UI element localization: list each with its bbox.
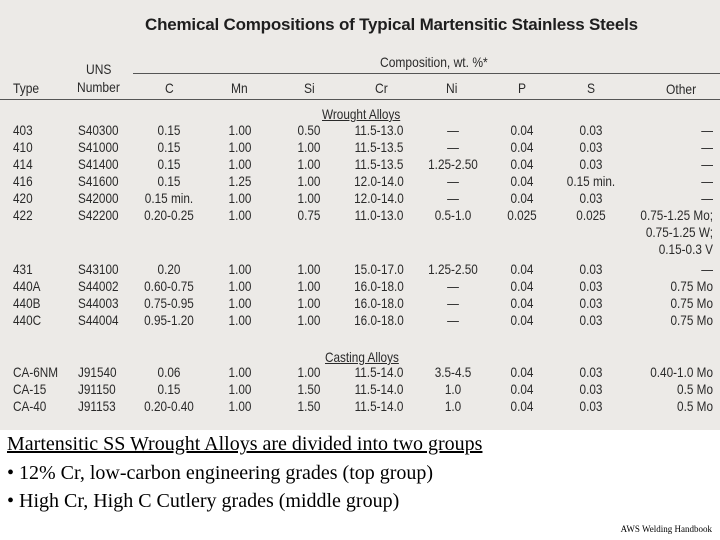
- cell-si: 0.75: [297, 207, 321, 223]
- cell-c: 0.15: [157, 381, 181, 397]
- cell-s: 0.03: [579, 156, 603, 172]
- cell-other: —: [701, 139, 713, 155]
- cell-uns: S42200: [78, 207, 119, 223]
- cell-cr: 12.0-14.0: [354, 173, 404, 189]
- cell-mn: 1.00: [228, 398, 252, 414]
- caption-bullet-engineering: • 12% Cr, low-carbon engineering grades (top group): [7, 462, 434, 484]
- cell-mn: 1.00: [228, 190, 252, 206]
- group-label-casting: Casting Alloys: [325, 349, 399, 365]
- cell-other: —: [701, 190, 713, 206]
- cell-si: 1.50: [297, 381, 321, 397]
- cell-p: 0.04: [510, 312, 534, 328]
- cell-cr: 11.5-13.5: [354, 139, 404, 155]
- cell-mn: 1.00: [228, 122, 252, 138]
- cell-s: 0.03: [579, 364, 603, 380]
- cell-p: 0.04: [510, 122, 534, 138]
- cell-type: CA-6NM: [13, 364, 59, 380]
- cell-mn: 1.00: [228, 312, 252, 328]
- cell-ni: 1.25-2.50: [428, 261, 478, 277]
- col-uns-line2: Number: [77, 79, 120, 95]
- cell-type: 410: [13, 139, 33, 155]
- cell-c: 0.20-0.25: [144, 207, 194, 223]
- cell-mn: 1.00: [228, 207, 252, 223]
- cell-si: 1.00: [297, 261, 321, 277]
- cell-p: 0.04: [510, 173, 534, 189]
- cell-ni: 1.0: [444, 381, 462, 397]
- cell-type: 440C: [13, 312, 42, 328]
- cell-p: 0.04: [510, 295, 534, 311]
- cell-mn: 1.00: [228, 381, 252, 397]
- cell-c: 0.15: [157, 173, 181, 189]
- cell-uns: S43100: [78, 261, 119, 277]
- cell-cr: 15.0-17.0: [354, 261, 404, 277]
- cell-cr: 11.5-14.0: [354, 381, 404, 397]
- header-rule: [0, 99, 720, 100]
- cell-other: 0.15-0.3 V: [658, 241, 713, 257]
- source-credit: AWS Welding Handbook: [620, 524, 712, 534]
- cell-p: 0.04: [510, 398, 534, 414]
- cell-cr: 12.0-14.0: [354, 190, 404, 206]
- cell-s: 0.03: [579, 261, 603, 277]
- cell-s: 0.03: [579, 381, 603, 397]
- col-cr: Cr: [375, 80, 388, 96]
- cell-ni: 3.5-4.5: [434, 364, 472, 380]
- cell-uns: J91153: [78, 398, 116, 414]
- cell-c: 0.15: [157, 122, 181, 138]
- cell-uns: S40300: [78, 122, 119, 138]
- cell-other: 0.75 Mo: [670, 278, 713, 294]
- cell-ni: —: [447, 278, 459, 294]
- cell-si: 1.00: [297, 139, 321, 155]
- cell-uns: S41600: [78, 173, 119, 189]
- cell-uns: S44002: [78, 278, 119, 294]
- col-p: P: [518, 80, 527, 96]
- cell-ni: 0.5-1.0: [434, 207, 472, 223]
- cell-cr: 11.5-13.0: [354, 122, 404, 138]
- cell-other: —: [701, 156, 713, 172]
- cell-uns: S41400: [78, 156, 119, 172]
- cell-cr: 11.5-13.5: [354, 156, 404, 172]
- cell-other: —: [701, 173, 713, 189]
- cell-cr: 11.5-14.0: [354, 398, 404, 414]
- col-type: Type: [13, 80, 40, 96]
- caption-bullet-cutlery: • High Cr, High C Cutlery grades (middle group): [7, 490, 400, 512]
- cell-cr: 16.0-18.0: [354, 278, 404, 294]
- cell-p: 0.04: [510, 190, 534, 206]
- cell-si: 1.00: [297, 278, 321, 294]
- cell-s: 0.03: [579, 312, 603, 328]
- cell-other: 0.75-1.25 Mo;: [640, 207, 713, 223]
- cell-p: 0.04: [510, 156, 534, 172]
- cell-c: 0.20-0.40: [144, 398, 194, 414]
- cell-type: 416: [13, 173, 33, 189]
- cell-mn: 1.00: [228, 278, 252, 294]
- cell-mn: 1.00: [228, 261, 252, 277]
- cell-p: 0.04: [510, 381, 534, 397]
- cell-ni: 1.0: [444, 398, 462, 414]
- cell-uns: S44004: [78, 312, 119, 328]
- cell-cr: 16.0-18.0: [354, 295, 404, 311]
- cell-ni: —: [447, 190, 459, 206]
- cell-s: 0.03: [579, 122, 603, 138]
- cell-si: 1.00: [297, 173, 321, 189]
- table-title: Chemical Compositions of Typical Martensitic Stainless Steels: [145, 15, 638, 34]
- cell-other: 0.5 Mo: [677, 398, 713, 414]
- cell-other: 0.5 Mo: [677, 381, 713, 397]
- cell-s: 0.03: [579, 139, 603, 155]
- cell-other: 0.40-1.0 Mo: [650, 364, 713, 380]
- cell-si: 1.00: [297, 190, 321, 206]
- cell-p: 0.04: [510, 278, 534, 294]
- cell-other: 0.75-1.25 W;: [645, 224, 713, 240]
- cell-p: 0.04: [510, 261, 534, 277]
- cell-s: 0.03: [579, 190, 603, 206]
- col-mn: Mn: [231, 80, 248, 96]
- cell-s: 0.03: [579, 278, 603, 294]
- cell-c: 0.75-0.95: [144, 295, 194, 311]
- cell-type: 422: [13, 207, 33, 223]
- col-other: Other: [666, 81, 697, 97]
- cell-ni: —: [447, 139, 459, 155]
- cell-c: 0.06: [157, 364, 181, 380]
- cell-type: CA-40: [13, 398, 47, 414]
- cell-cr: 11.0-13.0: [354, 207, 404, 223]
- col-c: C: [165, 80, 174, 96]
- cell-type: 414: [13, 156, 33, 172]
- cell-c: 0.15: [157, 139, 181, 155]
- cell-c: 0.15: [157, 156, 181, 172]
- col-s: S: [587, 80, 596, 96]
- cell-uns: J91150: [78, 381, 116, 397]
- cell-ni: —: [447, 312, 459, 328]
- cell-uns: S41000: [78, 139, 119, 155]
- cell-type: 403: [13, 122, 33, 138]
- cell-mn: 1.00: [228, 156, 252, 172]
- cell-type: CA-15: [13, 381, 47, 397]
- col-uns-line1: UNS: [86, 61, 112, 77]
- cell-type: 440B: [13, 295, 41, 311]
- cell-s: 0.025: [576, 207, 606, 223]
- cell-mn: 1.00: [228, 139, 252, 155]
- cell-uns: S44003: [78, 295, 119, 311]
- cell-si: 1.00: [297, 156, 321, 172]
- cell-si: 1.00: [297, 364, 321, 380]
- cell-other: —: [701, 261, 713, 277]
- composition-rule: [133, 73, 720, 74]
- cell-c: 0.95-1.20: [144, 312, 194, 328]
- cell-ni: —: [447, 173, 459, 189]
- cell-cr: 11.5-14.0: [354, 364, 404, 380]
- cell-cr: 16.0-18.0: [354, 312, 404, 328]
- cell-si: 1.00: [297, 312, 321, 328]
- cell-s: 0.15 min.: [566, 173, 616, 189]
- cell-c: 0.20: [157, 261, 181, 277]
- cell-type: 440A: [13, 278, 41, 294]
- cell-other: 0.75 Mo: [670, 295, 713, 311]
- cell-si: 0.50: [297, 122, 321, 138]
- cell-s: 0.03: [579, 398, 603, 414]
- cell-type: 420: [13, 190, 33, 206]
- cell-ni: —: [447, 295, 459, 311]
- composition-header: Composition, wt. %*: [380, 54, 488, 70]
- col-si: Si: [304, 80, 315, 96]
- cell-si: 1.00: [297, 295, 321, 311]
- cell-c: 0.15 min.: [144, 190, 194, 206]
- cell-mn: 1.00: [228, 295, 252, 311]
- cell-mn: 1.25: [228, 173, 252, 189]
- cell-other: 0.75 Mo: [670, 312, 713, 328]
- cell-uns: S42000: [78, 190, 119, 206]
- col-ni: Ni: [446, 80, 458, 96]
- cell-p: 0.04: [510, 139, 534, 155]
- group-label-wrought: Wrought Alloys: [322, 106, 401, 122]
- cell-c: 0.60-0.75: [144, 278, 194, 294]
- cell-si: 1.50: [297, 398, 321, 414]
- caption-heading: Martensitic SS Wrought Alloys are divided into two groups: [7, 433, 483, 455]
- cell-p: 0.025: [507, 207, 537, 223]
- cell-ni: —: [447, 122, 459, 138]
- cell-ni: 1.25-2.50: [428, 156, 478, 172]
- cell-uns: J91540: [78, 364, 117, 380]
- cell-other: —: [701, 122, 713, 138]
- cell-s: 0.03: [579, 295, 603, 311]
- cell-type: 431: [13, 261, 33, 277]
- cell-p: 0.04: [510, 364, 534, 380]
- cell-mn: 1.00: [228, 364, 252, 380]
